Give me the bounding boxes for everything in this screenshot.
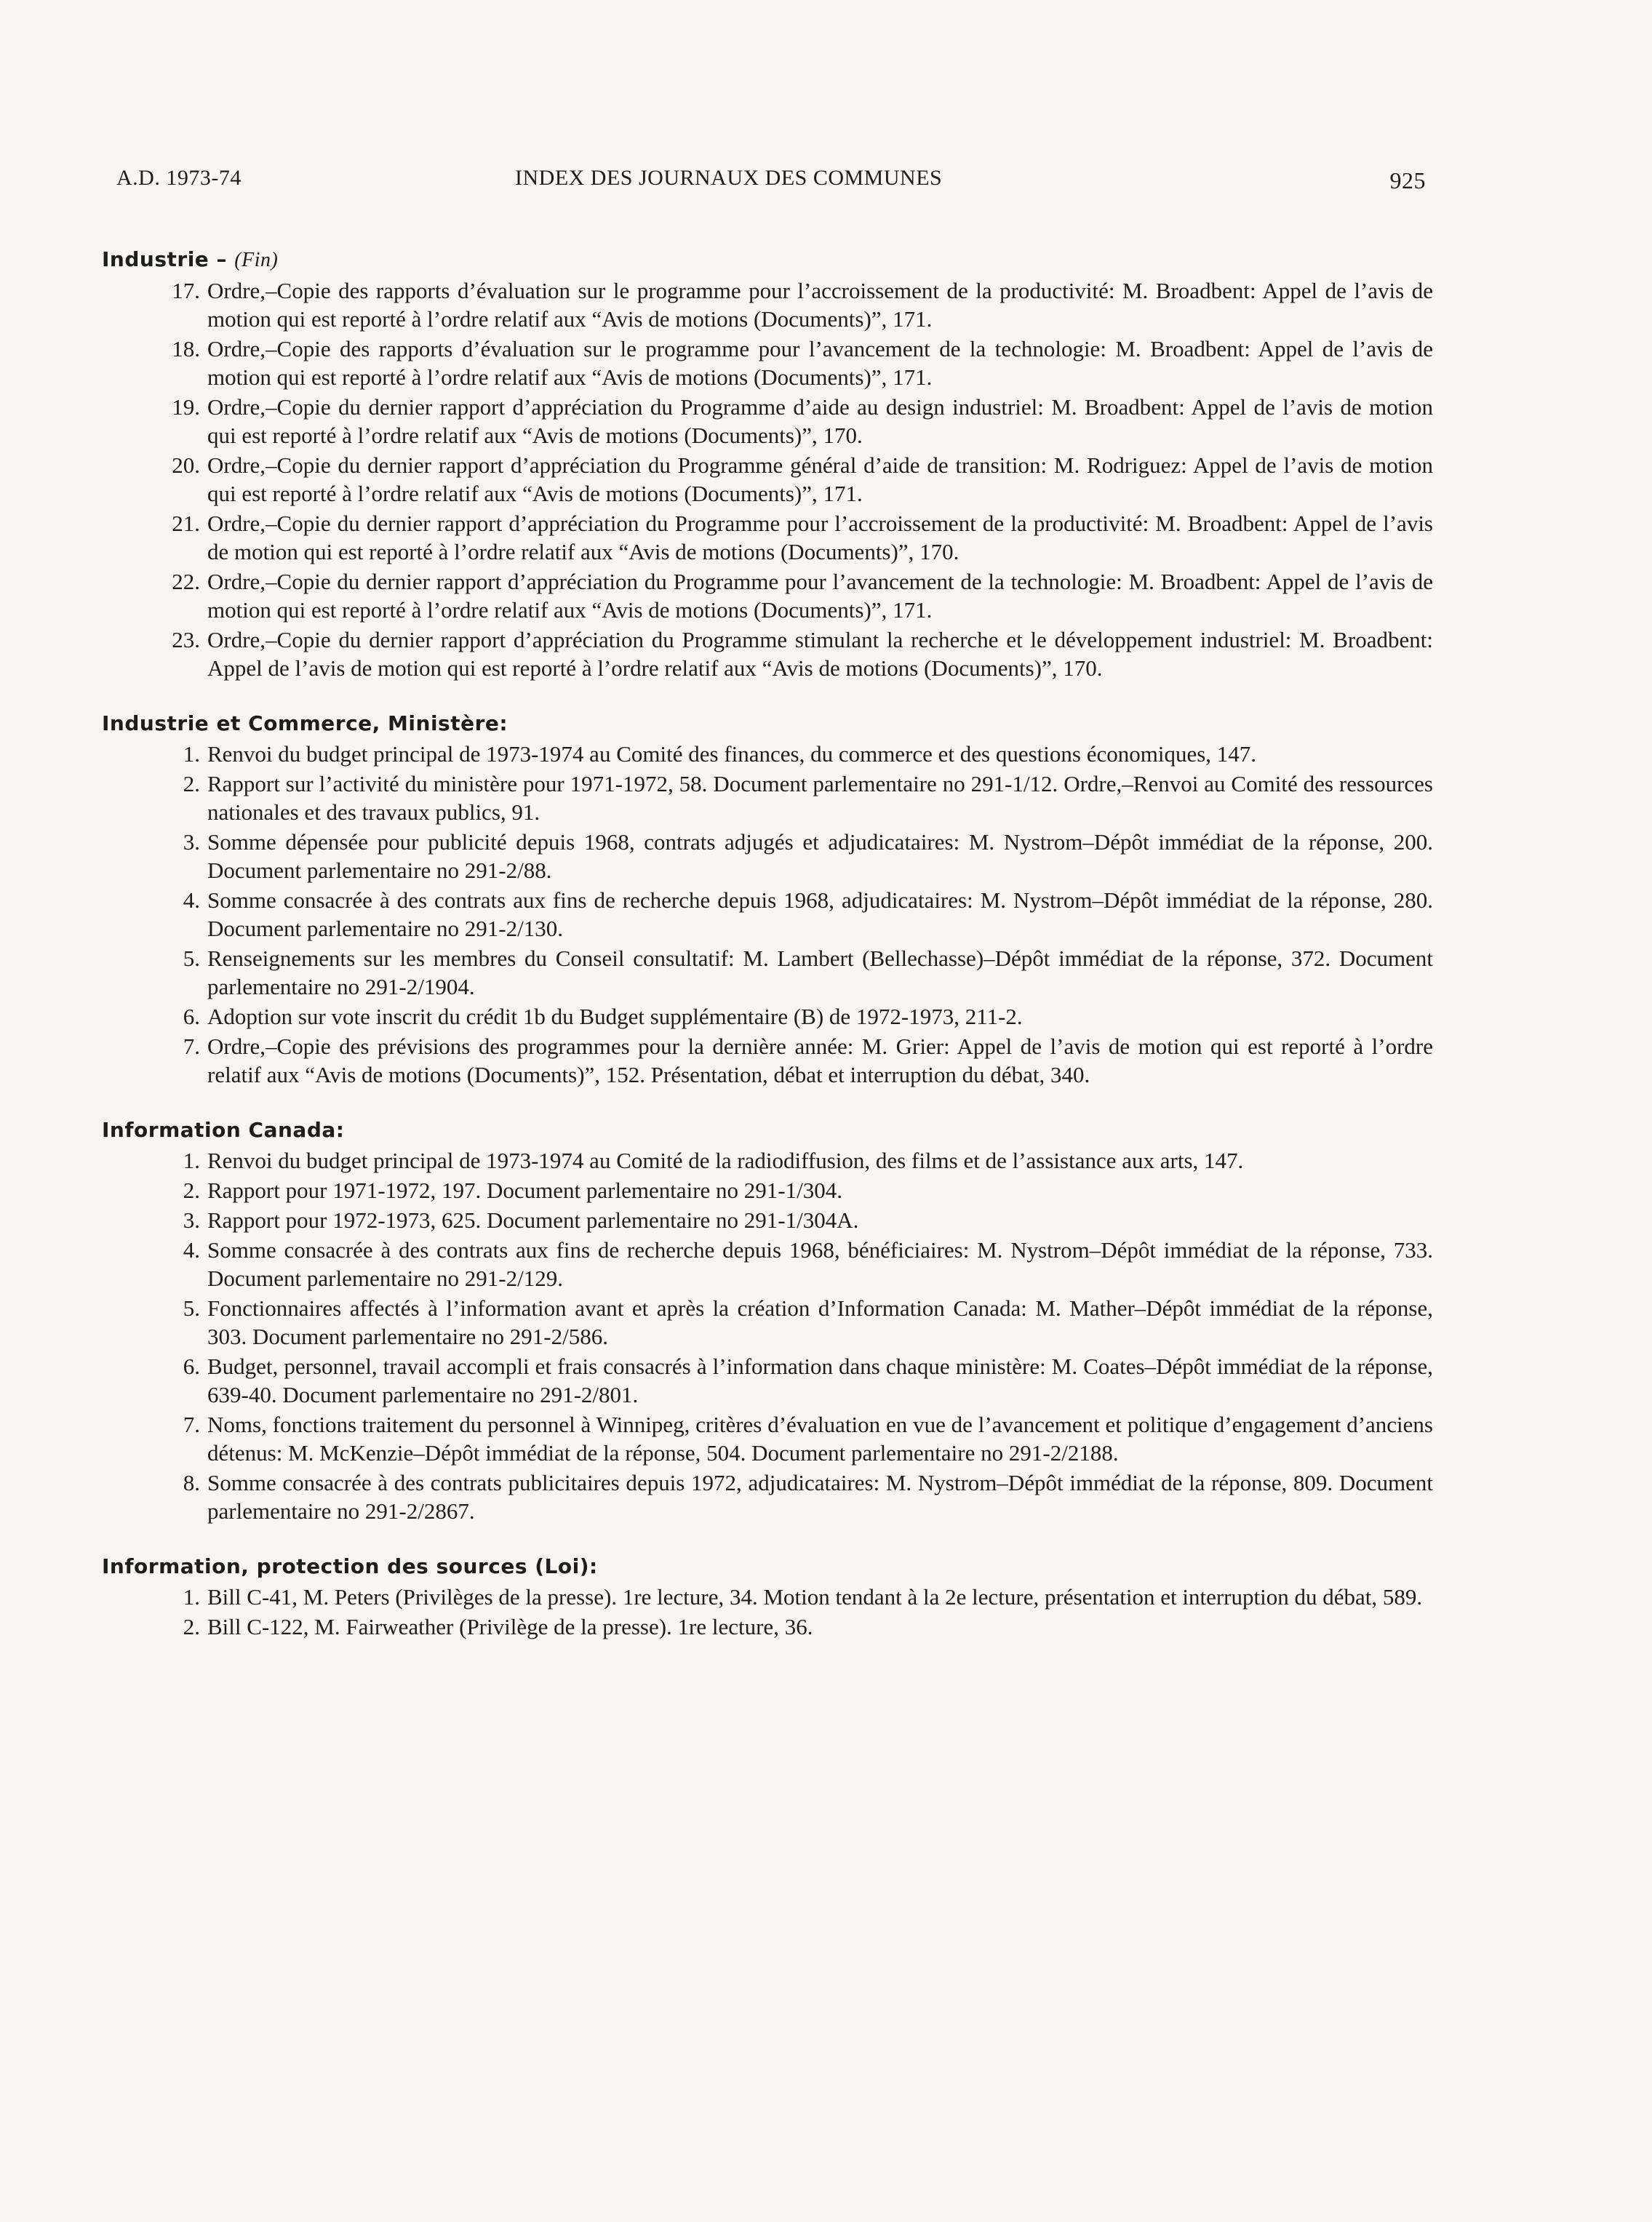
header-year: A.D. 1973-74 — [116, 166, 242, 190]
entry-number: 7. — [183, 1034, 200, 1059]
entry-text: Somme consacrée à des contrats aux fins de recherche depuis 1968, bénéficiaires: M. Nystrom–Dépôt immédiat de la réponse, 733. Document parlementaire no 291-2/129. — [207, 1237, 1433, 1291]
entry-text: Somme consacrée à des contrats publicitaires depuis 1972, adjudicataires: M. Nystrom–Dépôt immédiat de la réponse, 809. Document parlementaire no 291-2/2867. — [207, 1470, 1433, 1524]
section-heading — [102, 1554, 1433, 1578]
entry-number: 19. — [172, 394, 200, 420]
entry-number: 8. — [183, 1470, 200, 1495]
index-entry — [102, 1612, 1433, 1641]
index-entry — [102, 944, 1433, 1001]
entry-number: 2. — [183, 1178, 200, 1203]
entry-number: 20. — [172, 452, 200, 478]
entry-text: Fonctionnaires affectés à l’information avant et après la création d’Information Canada: M. Mather–Dépôt immédiat de la réponse, 303. Document parlementaire no 291-2/586. — [207, 1295, 1433, 1349]
index-entry — [102, 740, 1433, 768]
index-entry — [102, 1146, 1433, 1175]
index-entry — [102, 335, 1433, 391]
entry-text: Ordre,–Copie du dernier rapport d’appréciation du Programme d’aide au design industriel: M. Broadbent: Appel de l’avis de motion qui est reporté à l’ordre relatif aux “Avis de motions (Documents)”, 170. — [207, 394, 1433, 448]
entry-text: Bill C-122, M. Fairweather (Privilège de la presse). 1re lecture, 36. — [207, 1614, 813, 1639]
entry-number: 22. — [172, 569, 200, 594]
entry-number: 18. — [172, 336, 200, 361]
entry-number: 2. — [183, 1614, 200, 1639]
entry-text: Renvoi du budget principal de 1973-1974 au Comité de la radiodiffusion, des films et de l’assistance aux arts, 147. — [207, 1148, 1244, 1173]
index-entry — [102, 276, 1433, 333]
entry-number: 6. — [183, 1004, 200, 1029]
entry-text: Budget, personnel, travail accompli et frais consacrés à l’information dans chaque ministère: M. Coates–Dépôt immédiat de la réponse, 639-40. Document parlementaire no 291-2/801. — [207, 1354, 1433, 1407]
index-section — [102, 1118, 1433, 1525]
index-entry — [102, 1206, 1433, 1234]
index-section — [102, 247, 1433, 682]
section-heading-text: Industrie – — [102, 247, 228, 271]
entry-text: Rapport sur l’activité du ministère pour 1971-1972, 58. Document parlementaire no 291-1/12. Ordre,–Renvoi au Comité des ressources nationales et des travaux publics, 91. — [207, 771, 1433, 825]
section-heading — [102, 247, 1433, 272]
index-entry — [102, 567, 1433, 624]
index-entry — [102, 1176, 1433, 1204]
section-heading-text: Information Canada: — [102, 1118, 345, 1142]
entry-text: Renvoi du budget principal de 1973-1974 au Comité des finances, du commerce et des questions économiques, 147. — [207, 741, 1257, 767]
entry-number: 6. — [183, 1354, 200, 1379]
entry-text: Ordre,–Copie des rapports d’évaluation sur le programme pour l’avancement de la technologie: M. Broadbent: Appel de l’avis de motion qui est reporté à l’ordre relatif aux “Avis de motions (Documents)”, 171. — [207, 336, 1433, 390]
entry-text: Somme dépensée pour publicité depuis 1968, contrats adjugés et adjudicataires: M. Nystrom–Dépôt immédiat de la réponse, 200. Document parlementaire no 291-2/88. — [207, 829, 1433, 883]
index-section — [102, 1554, 1433, 1641]
section-heading-text: Information, protection des sources (Loi): — [102, 1554, 598, 1578]
entry-text: Ordre,–Copie du dernier rapport d’appréciation du Programme stimulant la recherche et le développement industriel: M. Broadbent: Appel de l’avis de motion qui est reporté à l’ordre relatif aux “Avis de motions (Documents)”, 170. — [207, 627, 1433, 681]
index-entry — [102, 393, 1433, 449]
entry-number: 5. — [183, 1295, 200, 1321]
entry-number: 3. — [183, 1207, 200, 1233]
entry-text: Noms, fonctions traitement du personnel à Winnipeg, critères d’évaluation en vue de l’avancement et politique d’engagement d’anciens détenus: M. McKenzie–Dépôt immédiat de la réponse, 504. Document parlementaire no 291-2/2188. — [207, 1412, 1433, 1466]
index-entry — [102, 509, 1433, 566]
index-entry — [102, 886, 1433, 943]
index-entry — [102, 1236, 1433, 1292]
section-heading — [102, 711, 1433, 735]
entry-text: Ordre,–Copie du dernier rapport d’appréciation du Programme pour l’avancement de la technologie: M. Broadbent: Appel de l’avis de motion qui est reporté à l’ordre relatif aux “Avis de motions (Documents)”, 171. — [207, 569, 1433, 623]
entry-text: Rapport pour 1971-1972, 197. Document parlementaire no 291-1/304. — [207, 1178, 842, 1203]
entry-number: 21. — [172, 511, 200, 536]
entry-text: Bill C-41, M. Peters (Privilèges de la presse). 1re lecture, 34. Motion tendant à la 2e lecture, présentation et interruption du débat, 589. — [207, 1584, 1423, 1610]
entry-number: 17. — [172, 278, 200, 303]
entry-number: 23. — [172, 627, 200, 652]
index-entry — [102, 770, 1433, 826]
index-section — [102, 711, 1433, 1089]
entry-text: Ordre,–Copie du dernier rapport d’appréciation du Programme pour l’accroissement de la productivité: M. Broadbent: Appel de l’avis de motion qui est reporté à l’ordre relatif aux “Avis de motions (Documents)”, 170. — [207, 511, 1433, 564]
entry-number: 4. — [183, 887, 200, 913]
header-title: INDEX DES JOURNAUX DES COMMUNES — [515, 166, 943, 190]
index-entry — [102, 1032, 1433, 1089]
entry-number: 7. — [183, 1412, 200, 1437]
index-entry — [102, 1294, 1433, 1351]
index-content — [102, 247, 1433, 1670]
index-entry — [102, 1410, 1433, 1467]
entry-text: Somme consacrée à des contrats aux fins de recherche depuis 1968, adjudicataires: M. Nystrom–Dépôt immédiat de la réponse, 280. Document parlementaire no 291-2/130. — [207, 887, 1433, 941]
index-entry — [102, 451, 1433, 508]
index-entry — [102, 626, 1433, 682]
index-entry — [102, 1583, 1433, 1611]
entry-text: Adoption sur vote inscrit du crédit 1b du Budget supplémentaire (B) de 1972-1973, 211-2. — [207, 1004, 1023, 1029]
entry-number: 3. — [183, 829, 200, 855]
page-header — [116, 166, 1426, 195]
entry-number: 1. — [183, 1584, 200, 1610]
entry-text: Renseignements sur les membres du Conseil consultatif: M. Lambert (Bellechasse)–Dépôt immédiat de la réponse, 372. Document parlementaire no 291-2/1904. — [207, 946, 1433, 999]
index-entry — [102, 1352, 1433, 1409]
entry-number: 2. — [183, 771, 200, 796]
index-entry — [102, 1468, 1433, 1525]
page-number: 925 — [1389, 167, 1426, 193]
entry-number: 1. — [183, 741, 200, 767]
entry-number: 5. — [183, 946, 200, 971]
entry-text: Ordre,–Copie des prévisions des programmes pour la dernière année: M. Grier: Appel de l’avis de motion qui est reporté à l’ordre relatif aux “Avis de motions (Documents)”, 152. Présentation, débat et interruption du débat, 340. — [207, 1034, 1433, 1087]
section-heading — [102, 1118, 1433, 1142]
entry-number: 1. — [183, 1148, 200, 1173]
entry-number: 4. — [183, 1237, 200, 1263]
index-entry — [102, 828, 1433, 884]
section-heading-text: Industrie et Commerce, Ministère: — [102, 711, 508, 735]
entry-text: Ordre,–Copie des rapports d’évaluation sur le programme pour l’accroissement de la productivité: M. Broadbent: Appel de l’avis de motion qui est reporté à l’ordre relatif aux “Avis de motions (Documents)”, 171. — [207, 278, 1433, 332]
section-continuation: (Fin) — [234, 249, 279, 271]
index-entry — [102, 1002, 1433, 1031]
entry-text: Ordre,–Copie du dernier rapport d’appréciation du Programme général d’aide de transition: M. Rodriguez: Appel de l’avis de motion qui est reporté à l’ordre relatif aux “Avis de motions (Documents)”, 171. — [207, 452, 1433, 506]
entry-text: Rapport pour 1972-1973, 625. Document parlementaire no 291-1/304A. — [207, 1207, 859, 1233]
